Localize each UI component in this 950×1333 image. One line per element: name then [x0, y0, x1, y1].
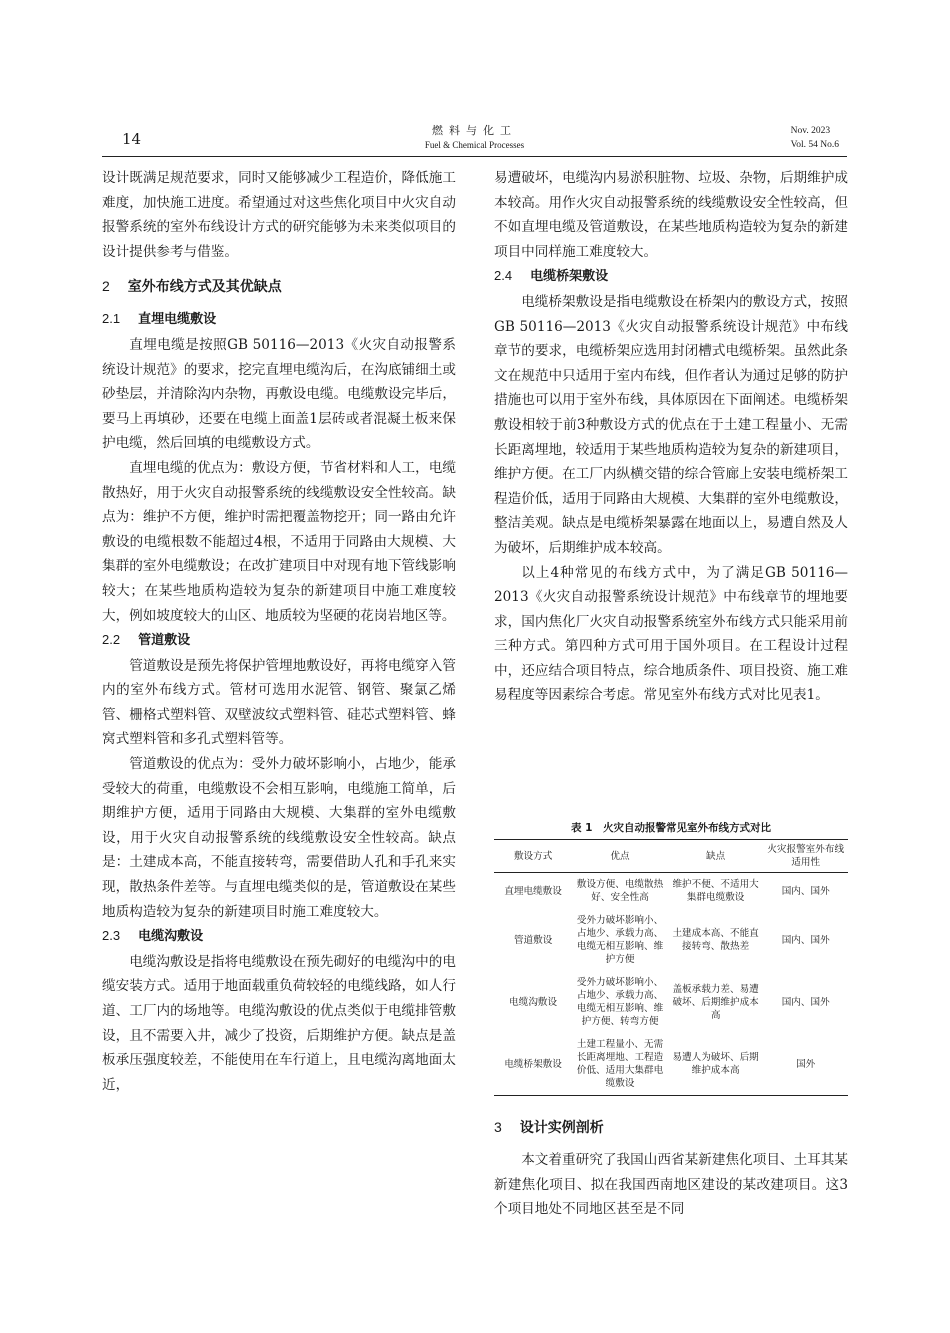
- section-title: 直埋电缆敷设: [138, 312, 217, 328]
- table-cell: 国内、国外: [781, 885, 830, 897]
- section-number: 2.2: [102, 632, 121, 648]
- section-number: 3: [494, 1119, 502, 1135]
- table-1: [494, 820, 848, 1096]
- section-3-heading: [494, 1115, 848, 1140]
- section-title: 管道敷设: [138, 633, 191, 649]
- page-header: [102, 118, 847, 156]
- column-header: 缺点: [706, 850, 726, 862]
- table-row: [494, 909, 848, 971]
- comparison-table: [494, 839, 848, 1096]
- table-cell: 电缆沟敷设: [509, 996, 558, 1008]
- section-number: 2.3: [102, 928, 121, 944]
- column-header: 敷设方式: [513, 850, 553, 862]
- section-title: 电缆沟敷设: [138, 929, 204, 945]
- table-header-row: [494, 840, 848, 873]
- section-2-2-heading: [102, 628, 456, 654]
- journal-title: [102, 122, 847, 150]
- paragraph: 直埋电缆的优点为：敷设方便，节省材料和人工，电缆散热好，用于火灾自动报警系统的线缆敷设安全性较高。缺点为：维护不方便，维护时需把覆盖物挖开；同一路由允许敷设的电缆根数不能超过4根，不适用于同路由大规模、大集群的室外电缆敷设；在改扩建项目中对现有地下管线影响较大；在某些地质构造较为复杂的新建项目中施工难度较大，例如坡度较大的山区、地质较为坚硬的花岗岩地区等。: [102, 459, 456, 624]
- paragraph: 直埋电缆是按照GB 50116—2013《火灾自动报警系统设计规范》的要求，挖完直埋电缆沟后，在沟底铺细土或砂垫层，并清除沟内杂物，再敷设电缆。电缆敷设完毕后，要马上再填砂，还要在电缆上面盖1层砖或者混凝土板来保护电缆，然后回填的电缆敷设方式。: [102, 336, 456, 452]
- paragraph: 电缆桥架敷设是指电缆敷设在桥架内的敷设方式，按照GB 50116—2013《火灾自动报警系统设计规范》中布线章节的要求，电缆桥架应选用封闭槽式电缆桥架。虽然此条文在规范中只适用于室内布线，但作者认为通过足够的防护措施也可以用于室外布线，具体原因在下面阐述。电缆桥架敷设相较于前3种敷设方式的优点在于土建工程量小、无需长距离埋地，较适用于某些地质构造较为复杂的新建项目，维护方便。在工厂内纵横交错的综合管廊上安装电缆桥架工程造价低，适用于同路由大规模、大集群的室外电缆敷设，整洁美观。缺点是电缆桥架暴露在地面以上，易遭自然及人为破坏，后期维护成本较高。: [494, 293, 848, 556]
- table-cell: 维护不便、不适用大集群电缆敷设: [672, 879, 759, 903]
- table-cell: 电缆桥架敷设: [504, 1058, 562, 1070]
- table-cell: 盖板承载力差、易遭破坏、后期维护成本高: [672, 983, 759, 1021]
- header-rule: [102, 156, 847, 157]
- page-number: 14: [122, 130, 142, 148]
- section-number: 2: [102, 278, 110, 295]
- paragraph: 易遭破坏，电缆沟内易淤积脏物、垃圾、杂物，后期维护成本较高。用作火灾自动报警系统的线缆敷设安全性较高，但不如直埋电缆及管道敷设，在某些地质构造较为复杂的新建项目中同样施工难度较大。: [494, 170, 848, 260]
- table-cell: 受外力破坏影响小、占地少、承载力高、电缆无相互影响、维护方便、转弯方便: [576, 977, 664, 1027]
- journal-title-en: Fuel & Chemical Processes: [424, 140, 525, 150]
- section-2-3-heading: [102, 924, 456, 950]
- intro-paragraph: 设计既满足规范要求，同时又能够减少工程造价，降低施工难度，加快施工进度。希望通过对这些焦化项目中火灾自动报警系统的室外布线设计方式的研究能够为未来类似项目的设计提供参考与借鉴。: [102, 170, 456, 260]
- table-cell: 受外力破坏影响小、占地少、承载力高、电缆无相互影响、维护方便: [576, 915, 664, 965]
- table-cell: 敷设方便、电缆散热好、安全性高: [576, 879, 664, 903]
- table-row: [494, 971, 848, 1033]
- column-header: 火灾报警室外布线适用性: [767, 844, 845, 868]
- paragraph: 电缆沟敷设是指将电缆敷设在预先砌好的电缆沟中的电缆安装方式。适用于地面载重负荷较轻的电缆线路，如人行道、工厂内的场地等。电缆沟敷设的优点类似于电缆排管敷设，且不需要入井，减少了投资，后期维护方便。缺点是盖板承压强度较差，不能使用在车行道上，且电缆沟离地面太近，: [102, 953, 456, 1093]
- table-row: [494, 1033, 848, 1096]
- section-3: [494, 1115, 848, 1222]
- issue-info: [791, 124, 839, 152]
- column-header: 优点: [610, 850, 630, 862]
- journal-title-cn: 燃料与化工: [432, 124, 517, 137]
- table-cell: 易遭人为破坏、后期维护成本高: [672, 1052, 759, 1076]
- paragraph: 以上4种常见的布线方式中，为了满足GB 50116—2013《火灾自动报警系统设计规范》中布线章节的埋地要求，国内焦化厂火灾自动报警系统室外布线方式只能采用前三种方式。第四种方式可用于国外项目。在工程设计过程中，还应结合项目特点，综合地质条件、项目投资、施工难易程度等因素综合考虑。常见室外布线方式对比见表1。: [494, 564, 848, 704]
- table-cell: 土建成本高、不能直接转弯、散热差: [672, 928, 759, 952]
- section-title: 设计实例剖析: [519, 1120, 604, 1136]
- issue-date: Nov. 2023: [790, 126, 831, 136]
- table-cell: 土建工程量小、无需长距离埋地、工程造价低、适用大集群电缆敷设: [576, 1039, 664, 1089]
- table-cell: 国内、国外: [781, 934, 830, 946]
- section-number: 2.1: [102, 311, 121, 327]
- paragraph: 本文着重研究了我国山西省某新建焦化项目、土耳其某新建焦化项目、拟在我国西南地区建设的某改建项目。这3个项目地处不同地区甚至是不同: [494, 1152, 848, 1218]
- section-title: 室外布线方式及其优缺点: [127, 279, 282, 296]
- section-number: 2.4: [494, 268, 513, 284]
- table-cell: 管道敷设: [513, 934, 553, 946]
- paragraph: 管道敷设是预先将保护管埋地敷设好，再将电缆穿入管内的室外布线方式。管材可选用水泥管、钢管、聚氯乙烯管、栅格式塑料管、双壁波纹式塑料管、硅芯式塑料管、蜂窝式塑料管和多孔式塑料管等。: [102, 657, 456, 748]
- table-row: [494, 873, 848, 910]
- section-title: 电缆桥架敷设: [530, 269, 609, 285]
- paragraph: 管道敷设的优点为：受外力破坏影响小，占地少，能承受较大的荷重，电缆敷设不会相互影响，电缆施工简单，后期维护方便，适用于同路由大规模、大集群的室外电缆敷设，用于火灾自动报警系统的线缆敷设安全性较高。缺点是：土建成本高，不能直接转弯，需要借助人孔和手孔来实现，散热条件差等。与直埋电缆类似的是，管道敷设在某些地质构造较为复杂的新建项目时施工难度较大。: [102, 756, 456, 920]
- table-caption: 表 1 火灾自动报警常见室外布线方式对比: [571, 822, 771, 834]
- right-column: [494, 166, 848, 708]
- section-2-4-heading: [494, 264, 848, 290]
- table-cell: 国外: [796, 1058, 816, 1070]
- table-cell: 直埋电缆敷设: [504, 885, 562, 897]
- section-2-heading: [102, 274, 456, 299]
- left-column: [102, 166, 456, 1097]
- table-cell: 国内、国外: [781, 996, 830, 1008]
- issue-volume: Vol. 54 No.6: [790, 140, 839, 150]
- section-2-1-heading: [102, 307, 456, 333]
